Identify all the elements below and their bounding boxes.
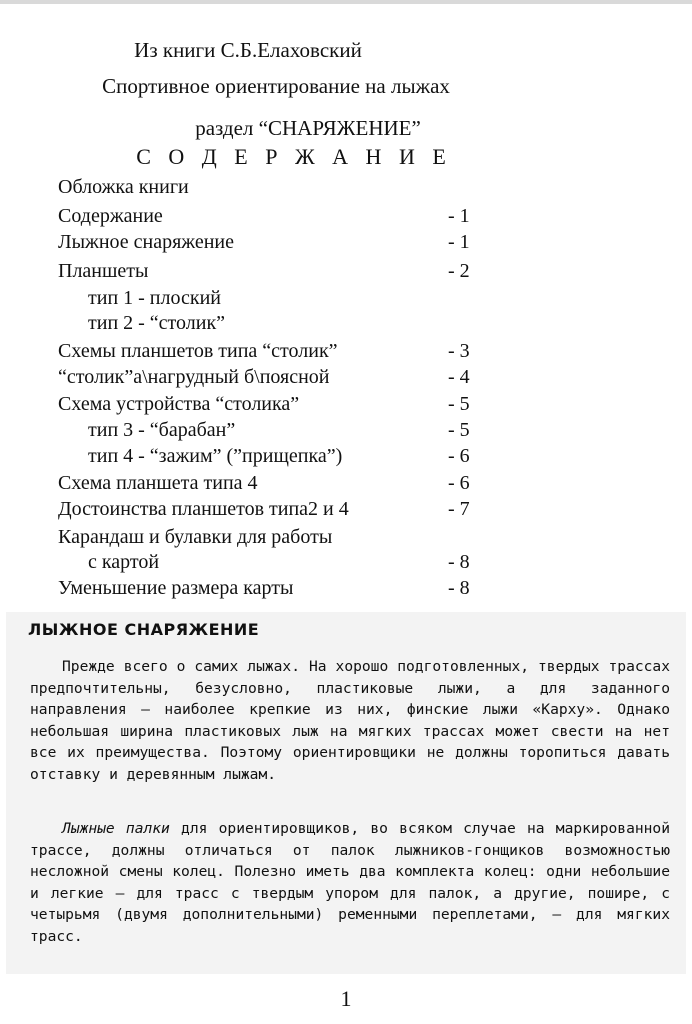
paragraph-poles <box>30 818 670 948</box>
toc-entry <box>58 577 470 600</box>
toc-entry <box>58 366 470 389</box>
toc-entry-label: Схема устройства “столика” <box>58 393 300 415</box>
toc-entry <box>58 340 470 363</box>
toc-entry-page: - 5 <box>448 393 470 415</box>
toc-entry-page: - 2 <box>448 260 470 282</box>
toc-entry <box>58 498 470 521</box>
toc-entry-label: Схема планшета типа 4 <box>58 472 258 494</box>
toc-entry-label: Обложка книги <box>58 176 189 198</box>
toc-entry-page: - 7 <box>448 498 470 520</box>
scan-edge <box>0 0 692 4</box>
toc-entry-label: “столик”а\нагрудный б\поясной <box>58 366 330 388</box>
toc-entry-label: Схемы планшетов типа “столик” <box>58 340 338 362</box>
toc-entry-page: - 8 <box>448 551 470 573</box>
paragraph-skis <box>30 656 670 786</box>
toc-entry-page: - 1 <box>448 231 470 253</box>
toc-entry <box>58 526 332 549</box>
section-title: раздел “СНАРЯЖЕНИЕ” <box>195 116 421 140</box>
toc-entry-label: Карандаш и булавки для работы <box>58 526 333 548</box>
toc-entry-label: тип 1 - плоский <box>88 287 221 309</box>
paragraph-text: Прежде всего о самих лыжах. На хорошо подготовленных, твердых трассах предпочтительны, безусловно, пластиковые лыжи, а для заданного направления — наиболее крепкие из них, финские лыжи «Карху». Однако небольшая ширина пластиковых лыж на мягких трассах может свести на нет все их преимущества. Поэтому ориентировщики не должны торопиться давать отставку и деревянным лыжам. <box>30 658 670 783</box>
toc-entry <box>58 551 470 574</box>
book-title: Спортивное ориентирование на лыжах <box>102 74 450 98</box>
toc-entry-page: - 5 <box>448 419 470 441</box>
toc-entry <box>58 419 470 442</box>
toc-entry <box>58 445 470 468</box>
toc-entry <box>58 312 225 335</box>
source-line: Из книги С.Б.Елаховский <box>134 38 362 62</box>
toc-entry-page: - 3 <box>448 340 470 362</box>
toc-entry <box>58 472 470 495</box>
toc-entry-label: Содержание <box>58 205 163 227</box>
toc-entry-label: Планшеты <box>58 260 149 282</box>
toc-entry-page: - 6 <box>448 445 470 467</box>
toc-entry-page: - 6 <box>448 472 470 494</box>
toc-entry <box>58 176 189 199</box>
toc-entry-label: Достоинства планшетов типа2 и 4 <box>58 498 349 520</box>
toc-entry <box>58 260 470 283</box>
toc-entry-label: Уменьшение размера карты <box>58 577 294 599</box>
toc-entry-label: с картой <box>88 551 160 573</box>
contents-title: С О Д Е Р Ж А Н И Е <box>136 144 452 169</box>
toc-entry <box>58 231 470 254</box>
toc-entry-page: - 4 <box>448 366 470 388</box>
toc-entry-label: тип 4 - “зажим” (”прищепка”) <box>88 445 343 467</box>
toc-entry-page: - 1 <box>448 205 470 227</box>
paragraph-emphasis: Лыжные палки <box>62 820 170 837</box>
paragraph-text: для ориентировщиков, во всяком случае на маркированной трассе, должны отличаться от палок лыжников-гонщиков возможностью несложной смены колец. Полезно иметь два комплекта колец: одни небольшие и легкие — для трасс с твердым упором для палок, а другие, пошире, с четырьмя (двумя дополнительными) ременными переплетами, — для мягких трасс. <box>30 820 670 945</box>
toc-entry-label: тип 2 - “столик” <box>88 312 226 334</box>
toc-entry-page: - 8 <box>448 577 470 599</box>
toc-entry <box>58 287 221 310</box>
section-heading: ЛЫЖНОЕ СНАРЯЖЕНИЕ <box>28 620 260 639</box>
page-number: 1 <box>340 986 352 1011</box>
toc-entry <box>58 205 470 228</box>
toc-entry-label: Лыжное снаряжение <box>58 231 235 253</box>
toc-entry <box>58 393 470 416</box>
toc-entry-label: тип 3 - “барабан” <box>88 419 236 441</box>
